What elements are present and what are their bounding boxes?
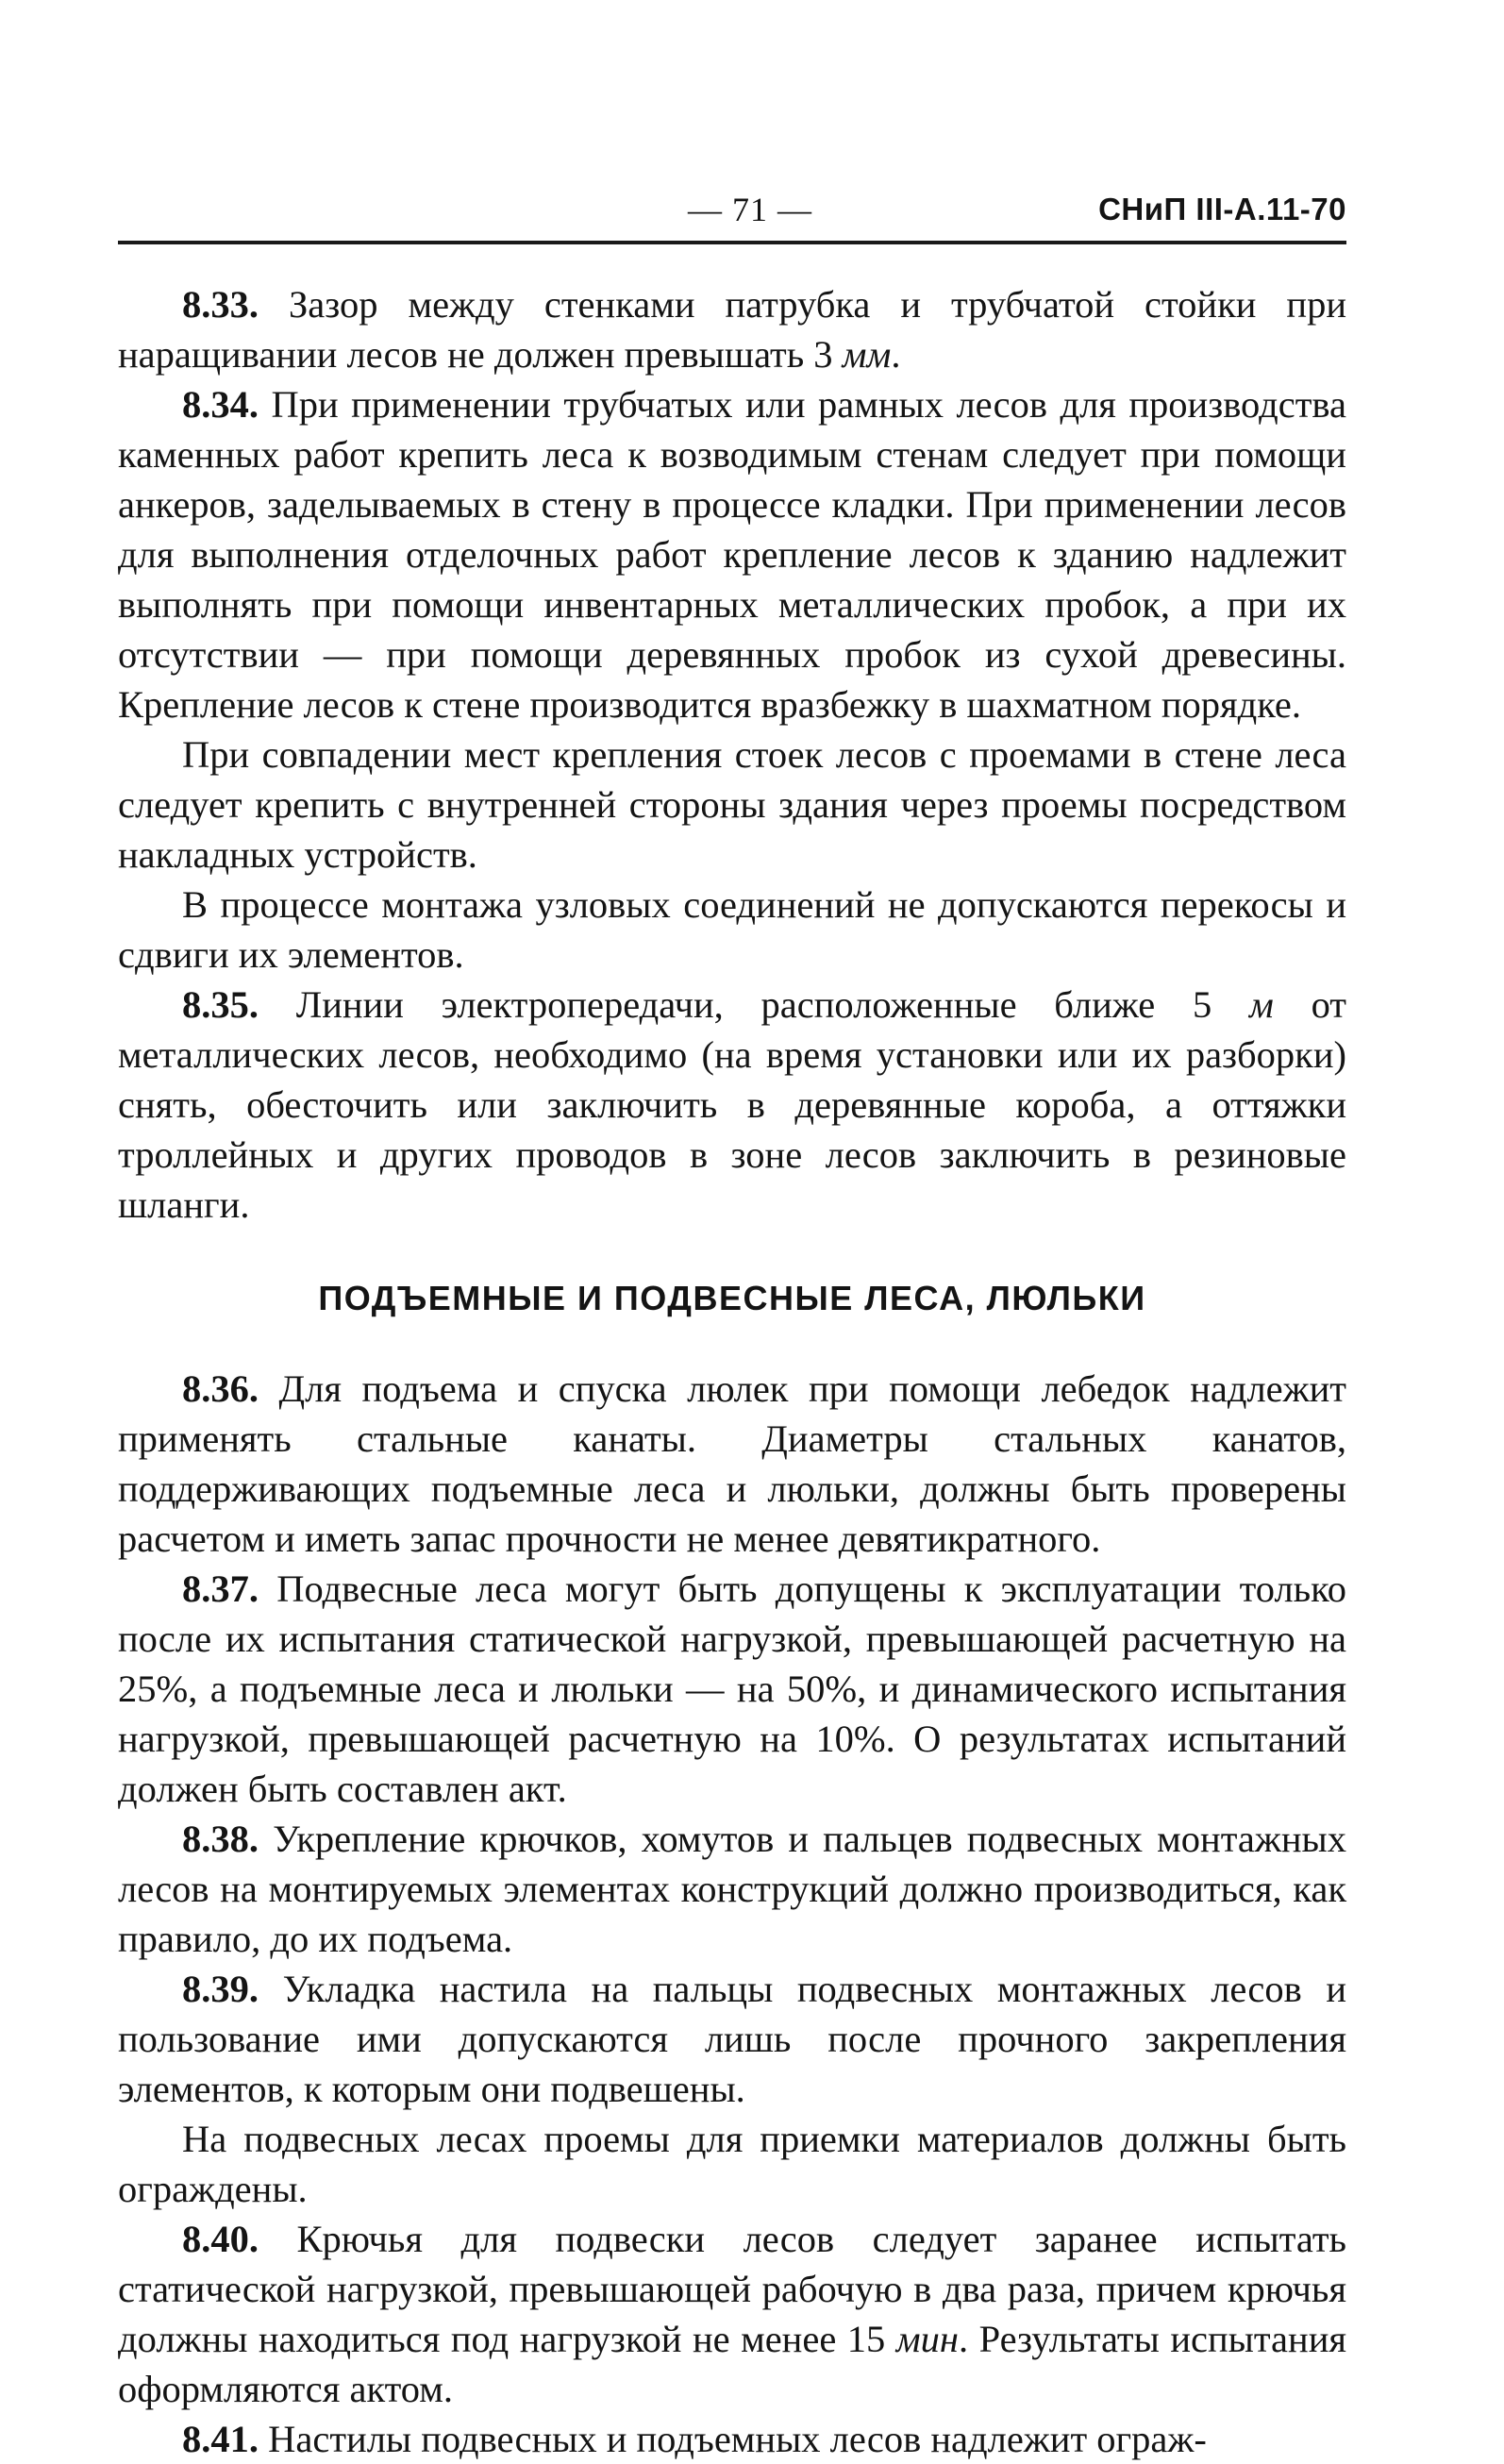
- paragraph-text: Линии электропередачи, расположенные ближе 5: [259, 983, 1249, 1026]
- page-number: — 71 —: [688, 191, 812, 228]
- paragraph-text: Подвесные леса могут быть допущены к эксплуатации только после их испытания статической нагрузкой, превышающей расчетную на 25%, а подъемные леса и люльки — на 50%, и динамического испытания нагрузкой, превышающей расчетную на 10%. О результатах испытаний должен быть составлен акт.: [118, 1567, 1346, 1810]
- paragraph-8-41: [118, 2414, 1346, 2464]
- paragraph-assembly: [118, 880, 1346, 980]
- paragraph-openings-guard: [118, 2114, 1346, 2214]
- document-code: СНиП III-А.11-70: [1098, 192, 1346, 226]
- paragraph-text: Настилы подвесных и подъемных лесов надлежит ограж-: [259, 2418, 1207, 2460]
- clause-number: 8.40.: [182, 2218, 259, 2260]
- clause-number: 8.35.: [182, 983, 259, 1026]
- paragraph-text-tail: . Результаты испытания оформляются актом.: [118, 2318, 1346, 2410]
- clause-number: 8.36.: [182, 1367, 259, 1410]
- paragraph-text: При применении трубчатых или рамных лесов для производства каменных работ крепить леса к возводимым стенам следует при помощи анкеров, заделываемых в стену в процессе кладки. При применении лесов для выполнения отделочных работ крепление лесов к зданию надлежит выполнять при помощи инвентарных металлических пробок, а при их отсутствии — при помощи деревянных пробок из сухой древесины. Крепление лесов к стене производится вразбежку в шахматном порядке.: [118, 383, 1346, 726]
- clause-number: 8.37.: [182, 1567, 259, 1610]
- paragraph-8-38: [118, 1814, 1346, 1964]
- clause-number: 8.34.: [182, 383, 259, 426]
- clause-number: 8.39.: [182, 1968, 259, 2010]
- paragraph-text: Для подъема и спуска люлек при помощи лебедок надлежит применять стальные канаты. Диаметры стальных канатов, поддерживающих подъемные леса и люльки, должны быть проверены расчетом и иметь запас прочности не менее девятикратного.: [118, 1367, 1346, 1560]
- paragraph-text: При совпадении мест крепления стоек лесов с проемами в стене леса следует крепить с внутренней стороны здания через проемы посредством накладных устройств.: [118, 733, 1346, 876]
- document-body: [118, 279, 1346, 2464]
- header-rule: [118, 241, 1346, 244]
- paragraph-text: В процессе монтажа узловых соединений не допускаются перекосы и сдвиги их элементов.: [118, 883, 1346, 976]
- unit-text: мин: [895, 2318, 959, 2360]
- paragraph-openings: [118, 729, 1346, 880]
- paragraph-8-37: [118, 1564, 1346, 1814]
- unit-text: мм: [842, 333, 892, 376]
- paragraph-8-40: [118, 2214, 1346, 2414]
- paragraph-text: Укрепление крючков, хомутов и пальцев подвесных монтажных лесов на монтируемых элементах конструкций должно производиться, как правило, до их подъема.: [118, 1818, 1346, 1960]
- paragraph-8-34: [118, 379, 1346, 729]
- paragraph-8-36: [118, 1364, 1346, 1564]
- paragraph-text: Крючья для подвески лесов следует заранее испытать статической нагрузкой, превышающей рабочую в два раза, причем крючья должны находиться под нагрузкой не менее 15: [118, 2218, 1346, 2360]
- clause-number: 8.33.: [182, 283, 259, 326]
- section-heading: ПОДЪЕМНЫЕ И ПОДВЕСНЫЕ ЛЕСА, ЛЮЛЬКИ: [318, 1279, 1146, 1317]
- paragraph-text: Зазор между стенками патрубка и трубчатой стойки при наращивании лесов не должен превышать 3: [118, 283, 1346, 376]
- paragraph-8-39: [118, 1964, 1346, 2114]
- page-header: [118, 187, 1346, 243]
- unit-text: м: [1248, 983, 1274, 1026]
- clause-number: 8.41.: [182, 2418, 259, 2460]
- paragraph-8-33: [118, 279, 1346, 379]
- paragraph-text-tail: .: [891, 333, 901, 376]
- paragraph-text: На подвесных лесах проемы для приемки материалов должны быть ограждены.: [118, 2118, 1346, 2210]
- paragraph-text-tail: от металлических лесов, необходимо (на время установки или их разборки) снять, обесточить или заключить в деревянные короба, а оттяжки троллейных и других проводов в зоне лесов заключить в резиновые шланги.: [118, 983, 1346, 1226]
- paragraph-8-35: [118, 980, 1346, 1230]
- clause-number: 8.38.: [182, 1818, 259, 1860]
- paragraph-text: Укладка настила на пальцы подвесных монтажных лесов и пользование ими допускаются лишь после прочного закрепления элементов, к которым они подвешены.: [118, 1968, 1346, 2110]
